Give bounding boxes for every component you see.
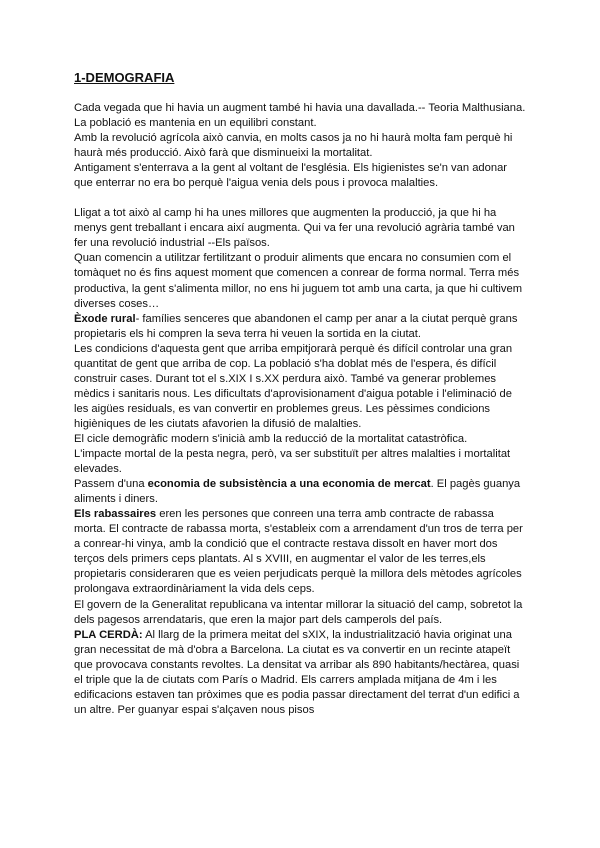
- mercat-paragraph: [74, 477, 526, 507]
- cerda-text: Al llarg de la primera meitat del sXIX, la industrialització havia originat una gran necessitat de mà d'obra a Barcelona. La ciutat es va convertir en un recinte atapeït que provocava constants revoltes. La densitat va arribar als 890 habitants/hectàrea, quasi el triple que la de ciutats com París o Madrid. Els carrers amplada mitjana de 4m i les edificacions estaven tan pròximes que es podia passar directament del terrat d'un edifici a un altre. Per guanyar espai s'alçaven nous pisos: [74, 628, 520, 716]
- exode-term: Èxode rural: [74, 312, 136, 325]
- cerda-term: PLA CERDÀ:: [74, 628, 143, 641]
- rabassaires-paragraph: [74, 507, 526, 597]
- paragraph: Amb la revolució agrícola això canvia, en molts casos ja no hi haurà molta fam perquè hi haurà més producció. Això farà que disminueixi la mortalitat.: [74, 132, 513, 160]
- generalitat-paragraph: El govern de la Generalitat republicana va intentar millorar la situació del camp, sobretot la dels pagesos arrendataris, que eren la major part dels camperols del país.: [74, 598, 523, 626]
- paragraph: El cicle demogràfic modern s'inicià amb la reducció de la mortalitat catastròfica.: [74, 432, 468, 445]
- rabassaires-term: Els rabassaires: [74, 508, 157, 521]
- paragraph: Quan comencin a utilitzar fertilitzant o produir aliments que encara no consumien com el tomàquet no és fins aquest moment que comencen a conrear de forma normal. Terra més productiva, la gent s'alimenta millor, no ens hi juguem tot amb una carta, ja que hi cultivem diverses coses…: [74, 252, 523, 310]
- exode-paragraph: [74, 312, 526, 342]
- paragraph: Les condicions d'aquesta gent que arriba empitjorarà perquè és difícil controlar una gran quantitat de gent que arriba de cop. La població s'ha doblat més de l'espera, és difícil construir cases. Durant tot el s.XIX I s.XX perdura això. També va generar problemes mèdics i sanitaris nous. Les dificultats d'aprovisionament d'aigua potable i l'eliminació de les aigües residuals, es van convertir en problemes greus. Les pèssimes condicions higièniques de les ciutats afavorien la difusió de malalties.: [74, 342, 513, 430]
- paragraph: L'impacte mortal de la pesta negra, però, va ser substituït per altres malalties i mortalitat elevades.: [74, 448, 511, 476]
- cerda-paragraph: [74, 628, 526, 718]
- mercat-bold: economia de subsistència a una economia de mercat: [147, 478, 431, 491]
- paragraph: Lligat a tot això al camp hi ha unes millores que augmenten la producció, ja que hi ha menys gent treballant i encara així augmenta. Qui va fer una revolució agrària també van fer una revolució industrial --Els països.: [74, 207, 515, 250]
- exode-text: - famílies senceres que abandonen el camp per anar a la ciutat perquè grans propietaris els hi compren la seva terra hi veuen la sortida en la ciutat.: [74, 312, 518, 340]
- paragraph: Cada vegada que hi havia un augment també hi havia una davallada.-- Teoria Malthusiana. La població es mantenia en un equilibri constant.: [74, 102, 526, 130]
- document-page: [74, 70, 526, 718]
- paragraph-gap: [74, 191, 526, 206]
- page-title: 1-DEMOGRAFIA: [74, 70, 175, 85]
- mercat-after: . El pagès guanya aliments i diners.: [74, 478, 521, 506]
- paragraph: Antigament s'enterrava a la gent al voltant de l'església. Els higienistes se'n van adonar que enterrar no era bo perquè l'aigua venia dels pous i provoca malalties.: [74, 162, 508, 190]
- rabassaires-text: eren les persones que conreen una terra amb contracte de rabassa morta. El contracte de rabassa morta, s'estableix com a arrendament d'un tros de terra per a conrear-hi vinya, amb la condició que el contracte restava dissolt en haver mort dos terços dels primers ceps plantats. Al s XVIII, en augmentar el valor de les terres,els propietaris consideraren que es veien perjudicats perquè la millora dels mètodes agrícoles prolongava extraordinàriament la vida dels ceps.: [74, 508, 523, 596]
- mercat-before: Passem d'una: [74, 478, 148, 491]
